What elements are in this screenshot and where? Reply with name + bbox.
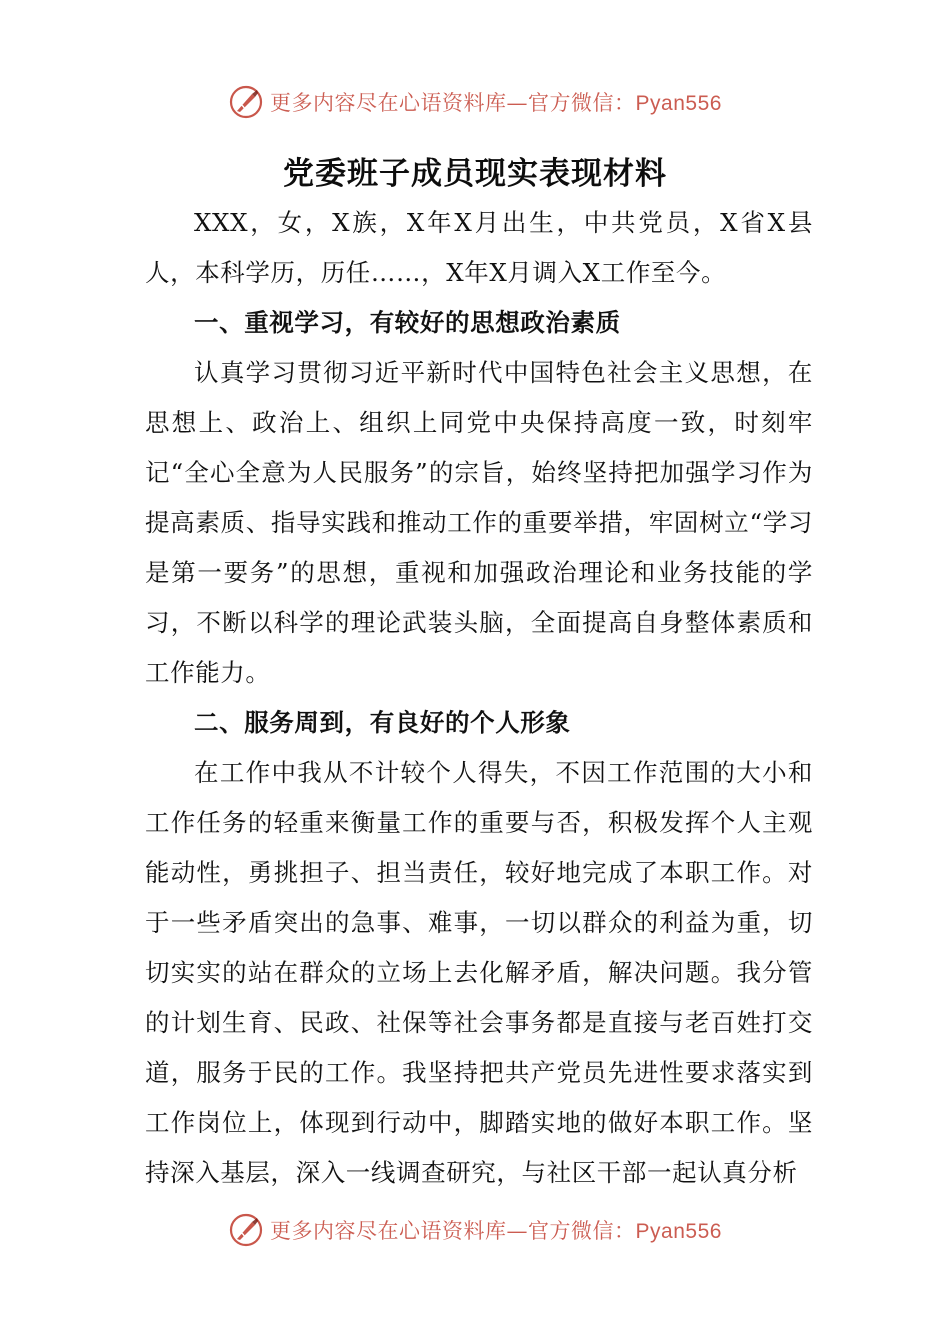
watermark-site-name: 更多内容尽在心语资料库 (270, 1219, 507, 1243)
watermark-wechat-id: Pyan556 (635, 92, 722, 115)
watermark-wechat-id: Pyan556 (635, 1220, 722, 1243)
section-2-heading: 二、服务周到，有良好的个人形象 (194, 708, 571, 737)
watermark-separator: — (506, 91, 529, 115)
watermark-text (270, 1215, 722, 1245)
quill-logo-icon (228, 84, 264, 120)
watermark-wechat-label: 官方微信： (528, 91, 636, 115)
intro-paragraph: XXX，女，X族，X年X月出生，中共党员，X省X县人，本科学历，历任……，X年X月调入X工作至今。 (145, 208, 813, 287)
document-title: 党委班子成员现实表现材料 (283, 156, 667, 192)
section-1-heading: 一、重视学习，有较好的思想政治素质 (194, 308, 621, 337)
section-1-paragraph: 认真学习贯彻习近平新时代中国特色社会主义思想，在思想上、政治上、组织上同党中央保持高度一致，时刻牢记“全心全意为人民服务”的宗旨，始终坚持把加强学习作为提高素质、指导实践和推动工作的重要举措，牢固树立“学习是第一要务”的思想，重视和加强政治理论和业务技能的学习，不断以科学的理论武装头脑，全面提高自身整体素质和工作能力。 (145, 358, 813, 687)
watermark-site-name: 更多内容尽在心语资料库 (270, 91, 507, 115)
quill-logo-icon (228, 1212, 264, 1248)
header-watermark-banner (0, 82, 950, 122)
section-2-paragraph: 在工作中我从不计较个人得失，不因工作范围的大小和工作任务的轻重来衡量工作的重要与否，积极发挥个人主观能动性，勇挑担子、担当责任，较好地完成了本职工作。对于一些矛盾突出的急事、难事，一切以群众的利益为重，切切实实的站在群众的立场上去化解矛盾，解决问题。我分管的计划生育、民政、社保等社会事务都是直接与老百姓打交道，服务于民的工作。我坚持把共产党员先进性要求落实到工作岗位上，体现到行动中，脚踏实地的做好本职工作。坚持深入基层，深入一线调查研究，与社区干部一起认真分析 (145, 758, 813, 1187)
watermark-text (270, 87, 722, 117)
footer-watermark-banner (0, 1210, 950, 1250)
document-body (145, 198, 813, 1198)
watermark-separator: — (506, 1219, 529, 1243)
watermark-wechat-label: 官方微信： (528, 1219, 636, 1243)
